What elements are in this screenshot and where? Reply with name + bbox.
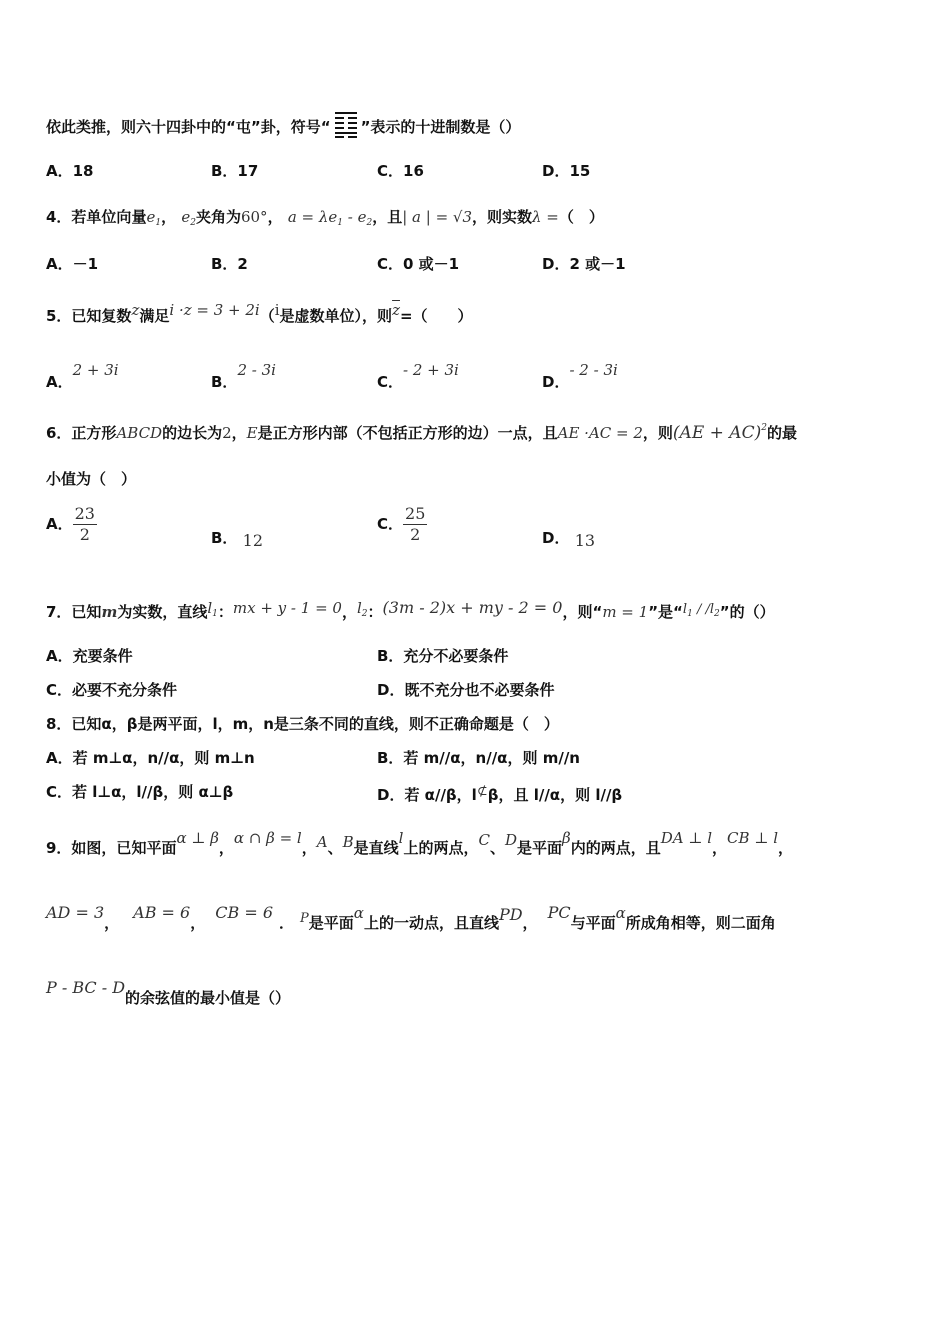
q8-option-b[interactable]: B．若 m//α，n//α，则 m//n bbox=[377, 749, 580, 767]
q9-pc: PC bbox=[547, 903, 571, 922]
q4-option-d[interactable]: D．2 或－1 bbox=[542, 255, 626, 273]
q4-sep: ， bbox=[161, 208, 177, 226]
q9-sep1: ， bbox=[218, 839, 234, 857]
q9-pd: PD bbox=[498, 905, 523, 924]
q7-text-then: ，则“ bbox=[562, 603, 603, 621]
q7-colon2: ： bbox=[367, 603, 383, 621]
q6-text-side: 的边长为 bbox=[162, 424, 223, 442]
q6-text: 6．正方形 bbox=[46, 424, 117, 442]
question-6 bbox=[46, 418, 797, 443]
q9-sep8: ， bbox=[190, 914, 206, 932]
q5-option-b[interactable]: B．2 - 3i bbox=[211, 361, 276, 391]
q4-angle: 60° bbox=[240, 208, 268, 226]
q4-text-lambda: ，则实数 bbox=[472, 208, 533, 226]
q5-zbar: $\overline{z}$ bbox=[392, 301, 400, 319]
q4-text-and: ，且 bbox=[372, 208, 403, 226]
q9-text-points: 上的两点， bbox=[403, 839, 479, 857]
q4-text-angle: 夹角为 bbox=[195, 208, 241, 226]
q7-option-a[interactable]: A．充要条件 bbox=[46, 647, 133, 665]
q9-text-end: 的余弦值的最小值是（） bbox=[125, 989, 291, 1007]
q9-period: ． bbox=[279, 914, 295, 932]
q6-dot-product: AE ·AC = 2 bbox=[557, 424, 643, 442]
q9-text-dihedral: 所成角相等，则二面角 bbox=[625, 914, 776, 932]
q9-sep4: 、 bbox=[489, 839, 505, 857]
q9-text: 9．如图，已知平面 bbox=[46, 839, 177, 857]
q5-text-satisfy: 满足 bbox=[139, 307, 170, 325]
question-9 bbox=[46, 828, 793, 858]
q5-blank: =（ ） bbox=[399, 307, 473, 325]
q9-text-line: 是直线 bbox=[353, 839, 399, 857]
q7-blank: ”的（） bbox=[719, 603, 775, 621]
q6-point-e: E bbox=[246, 424, 258, 442]
q6-text-inside: 是正方形内部（不包括正方形的边）一点，且 bbox=[257, 424, 558, 442]
intro-text-2: ”表示的十进制数是（） bbox=[360, 118, 521, 136]
q4-lambda: λ = bbox=[532, 208, 559, 226]
q7-option-b[interactable]: B．充分不必要条件 bbox=[377, 647, 509, 665]
q7-sep: ， bbox=[341, 603, 357, 621]
q6-text-then: ，则 bbox=[642, 424, 673, 442]
q5-z: z bbox=[131, 301, 140, 319]
q6-line-2: 小值为（ ） bbox=[46, 470, 137, 488]
q9-da-perp: DA ⊥ l bbox=[660, 829, 713, 847]
q6-side: 2 bbox=[222, 424, 232, 442]
q9-line-3 bbox=[46, 978, 290, 1008]
q4-e1: $e_1$ bbox=[146, 208, 162, 228]
q3-option-c[interactable]: C．16 bbox=[377, 162, 424, 180]
hexagram-icon bbox=[335, 112, 357, 138]
q9-line-l: l bbox=[398, 829, 404, 847]
q9-alpha-2: α bbox=[615, 904, 626, 922]
q9-dihedral: P - BC - D bbox=[46, 978, 126, 997]
q9-text-moving: 上的一动点，且直线 bbox=[363, 914, 499, 932]
q5-text: 5．已知复数 bbox=[46, 307, 132, 325]
q4-option-a[interactable]: A．－1 bbox=[46, 255, 99, 273]
q7-condition: m = 1 bbox=[602, 603, 649, 621]
q5-option-d[interactable]: D．- 2 - 3i bbox=[542, 361, 618, 391]
q7-parallel: $l_1 / /l_2$ bbox=[682, 602, 720, 619]
q5-paren: （ bbox=[259, 307, 275, 325]
intro-text-1: 依此类推，则六十四卦中的“屯”卦，符号“ bbox=[46, 118, 331, 136]
q4-text: 4．若单位向量 bbox=[46, 208, 147, 226]
q5-text-imag: 是虚数单位），则 bbox=[279, 307, 393, 325]
q7-l2: $l_2$ bbox=[356, 599, 368, 619]
q4-option-b[interactable]: B．2 bbox=[211, 255, 248, 273]
q7-equation-1: mx + y - 1 = 0 bbox=[232, 599, 342, 617]
q9-alpha: α bbox=[353, 904, 364, 922]
q8-option-d[interactable]: D．若 α//β，l⊄β，且 l//α，则 l//β bbox=[377, 784, 623, 804]
q8-option-a[interactable]: A．若 m⊥α，n//α，则 m⊥n bbox=[46, 749, 255, 767]
intro-line bbox=[46, 112, 520, 138]
question-7 bbox=[46, 598, 775, 624]
q6-option-d[interactable]: D． 13 bbox=[542, 529, 596, 550]
q3-option-b[interactable]: B．17 bbox=[211, 162, 259, 180]
q7-option-d[interactable]: D．既不充分也不必要条件 bbox=[377, 681, 555, 699]
q9-text-with: 与平面 bbox=[570, 914, 616, 932]
q9-sep6: ， bbox=[778, 839, 794, 857]
q9-point-b: B bbox=[342, 833, 354, 851]
q7-text: 7．已知 bbox=[46, 603, 102, 621]
q3-option-d[interactable]: D．15 bbox=[542, 162, 591, 180]
q6-text-most: 的最 bbox=[766, 424, 797, 442]
q9-perp: α ⊥ β bbox=[176, 829, 219, 847]
q9-sep2: ， bbox=[301, 839, 317, 857]
q9-beta: β bbox=[562, 829, 571, 847]
q6-square: ABCD bbox=[116, 424, 163, 442]
q5-option-a[interactable]: A．2 + 3i bbox=[46, 361, 119, 391]
q5-equation: i ·z = 3 + 2i bbox=[169, 301, 260, 319]
q9-cb: CB = 6 bbox=[215, 903, 274, 922]
q9-point-p: P bbox=[300, 911, 309, 926]
q9-text-plane: 是平面 bbox=[517, 839, 563, 857]
q7-text-line: 为实数，直线 bbox=[117, 603, 208, 621]
q4-expr: $a = \lambda e_1 - e_2$ bbox=[287, 208, 373, 228]
q6-expression: (AE + AC)$^2$ bbox=[672, 423, 767, 443]
question-8: 8．已知α，β是两平面，l，m，n是三条不同的直线，则不正确命题是（ ） bbox=[46, 715, 559, 733]
q6-option-a[interactable]: A． $\frac{23}{2}$ bbox=[46, 504, 95, 544]
q7-l1: $l_1$ bbox=[207, 599, 218, 619]
q9-text-plane2: 是平面 bbox=[308, 914, 354, 932]
q9-point-d: D bbox=[504, 831, 518, 849]
q9-sep5: ， bbox=[712, 839, 728, 857]
q9-sep3: 、 bbox=[327, 839, 343, 857]
q7-option-c[interactable]: C．必要不充分条件 bbox=[46, 681, 178, 699]
q9-point-a: A bbox=[316, 833, 328, 851]
q3-option-a[interactable]: A．18 bbox=[46, 162, 94, 180]
q7-colon1: ： bbox=[217, 603, 233, 621]
q4-abs: | a | = √3 bbox=[402, 208, 473, 226]
q6-sep: ， bbox=[231, 424, 247, 442]
q5-option-c[interactable]: C．- 2 + 3i bbox=[377, 361, 459, 391]
q7-m: m bbox=[101, 603, 118, 621]
q9-ad: AD = 3 bbox=[46, 903, 105, 922]
q9-ab: AB = 6 bbox=[133, 903, 191, 922]
q4-e2: $e_2$ bbox=[181, 208, 196, 228]
q7-equation-2: (3m - 2)x + my - 2 = 0 bbox=[382, 598, 563, 617]
q4-sep2: ， bbox=[267, 208, 283, 226]
q8-option-c[interactable]: C．若 l⊥α，l//β，则 α⊥β bbox=[46, 783, 234, 801]
q6-option-b[interactable]: B． 12 bbox=[211, 529, 264, 550]
q9-sep7: ， bbox=[104, 914, 120, 932]
q9-line-2 bbox=[46, 903, 776, 933]
q6-option-c[interactable]: C． $\frac{25}{2}$ bbox=[377, 504, 426, 544]
question-5 bbox=[46, 300, 473, 326]
q9-text-inside: 内的两点，且 bbox=[570, 839, 661, 857]
q4-option-c[interactable]: C．0 或－1 bbox=[377, 255, 460, 273]
q9-intersection: α ∩ β = l bbox=[233, 829, 302, 847]
q7-text-is: ”是“ bbox=[648, 603, 683, 621]
q5-i: i bbox=[274, 301, 280, 319]
q9-point-c: C bbox=[478, 831, 490, 849]
q9-cb-perp: CB ⊥ l bbox=[727, 829, 778, 847]
q4-blank: （ ） bbox=[558, 208, 604, 226]
q9-sep9: ， bbox=[522, 914, 538, 932]
question-4 bbox=[46, 207, 604, 233]
